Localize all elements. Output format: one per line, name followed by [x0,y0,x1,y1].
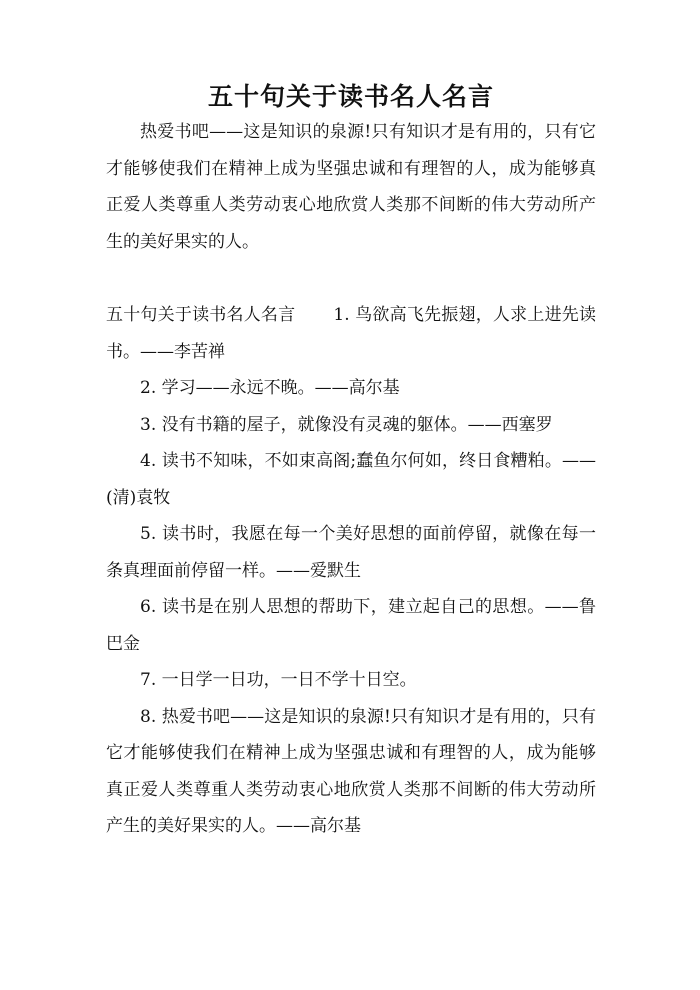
document-page [106,82,596,845]
quote-item-4: 4. 读书不知味，不如束高阁;蠢鱼尔何如，终日食糟粕。——(清)袁牧 [106,451,596,508]
quote-item-5: 5. 读书时，我愿在每一个美好思想的面前停留，就像在每一条真理面前停留一样。——爱默生 [106,524,596,581]
quote-item-6: 6. 读书是在别人思想的帮助下，建立起自己的思想。——鲁巴金 [106,597,596,654]
quote-item-1-paragraph [106,297,596,370]
quote-item-1: 1. 鸟欲高飞先振翅，人求上进先读书。——李苦禅 [106,305,597,362]
paragraph-spacer [106,260,596,297]
quote-item-8: 8. 热爱书吧——这是知识的泉源!只有知识才是有用的，只有它才能够使我们在精神上成为坚强忠诚和有理智的人，成为能够真正爱人类尊重人类劳动衷心地欣赏人类那不间断的伟大劳动所产生的美好果实的人。——高尔基 [106,706,596,836]
intro-paragraph: 热爱书吧——这是知识的泉源!只有知识才是有用的，只有它才能够使我们在精神上成为坚强忠诚和有理智的人，成为能够真正爱人类尊重人类劳动衷心地欣赏人类那不间断的伟大劳动所产生的美好果实的人。 [106,122,596,252]
section-heading: 五十句关于读书名人名言 [106,305,296,325]
document-title: 五十句关于读书名人名言 [207,82,494,111]
quote-item-2: 2. 学习——永远不晚。——高尔基 [140,378,400,398]
quote-item-7: 7. 一日学一日功，一日不学十日空。 [140,670,417,690]
quote-item-3: 3. 没有书籍的屋子，就像没有灵魂的躯体。——西塞罗 [140,414,553,435]
